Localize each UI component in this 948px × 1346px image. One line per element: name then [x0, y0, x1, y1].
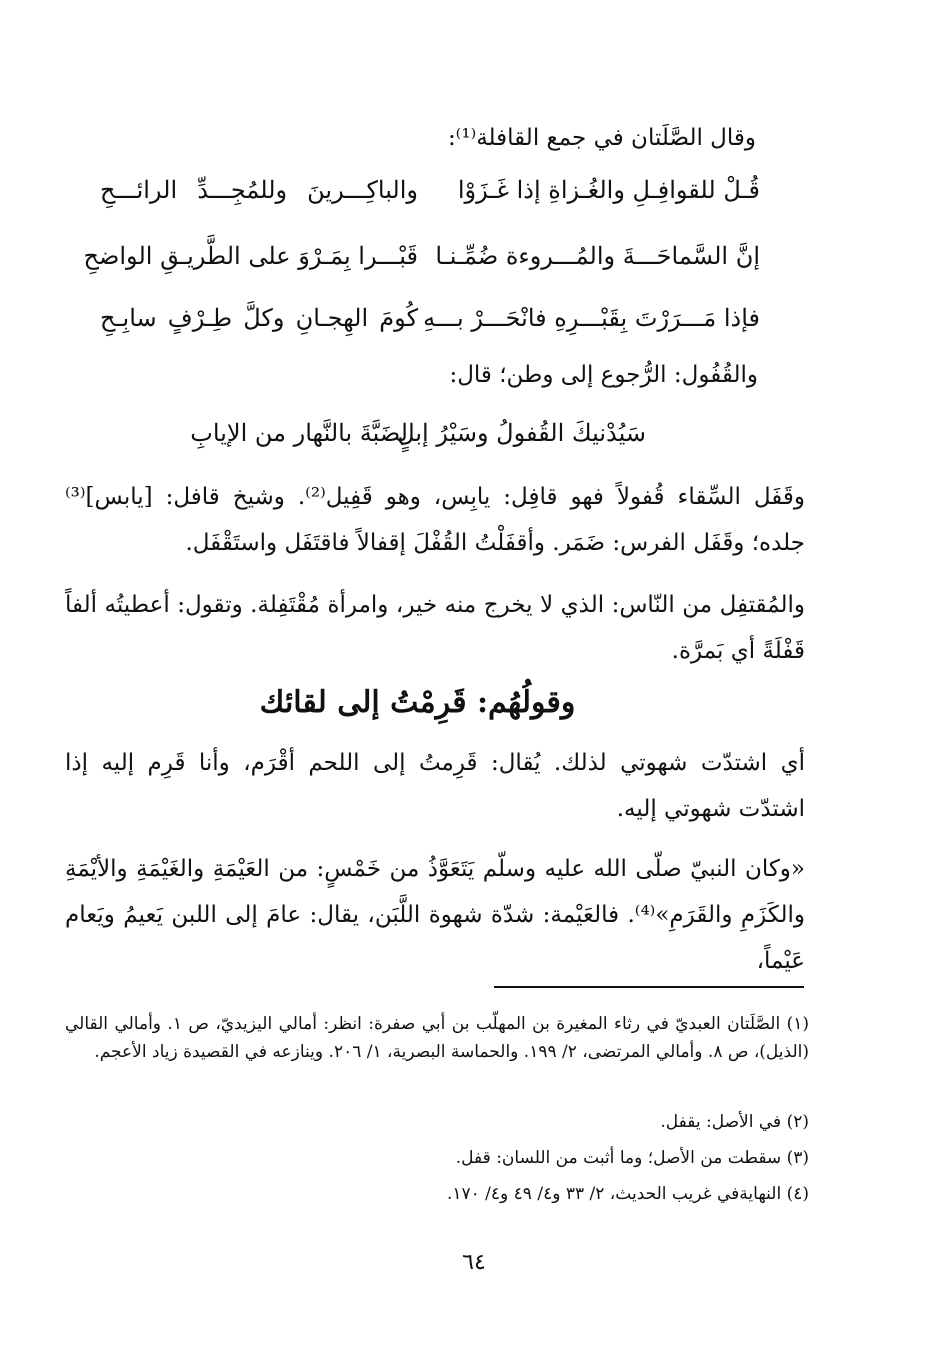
poem-verse-1	[100, 164, 760, 216]
quote-first-hemistich: سَيُدْنيكَ القُفولُ وسَيْرُ إبلٍ	[397, 419, 646, 447]
footnote-2: (٢) في الأصل: يقفل.	[660, 1112, 809, 1132]
paragraph-qaram: أي اشتدّت شهوتي لذلك. يُقال: قَرِمتُ إلى اللحم أقْرَم، وأنا قَرِم إليه إذا اشتدّت شهوتي إليه.	[65, 750, 805, 822]
paragraph-qafal: وقَفَل السِّقاء قُفولاً فهو قافِل: يابِس، وهو قَفِيل⁽²⁾. وشيخ قافل: [يابس]⁽³⁾ جلده؛ وقَفَل الفرس: ضَمَر. وأقفَلْتُ القُفْلَ إقفالاً فاقتَفَل واستَقْفَل.	[65, 484, 806, 556]
poem-intro: وقال الصَّلَتان في جمع القافلة⁽¹⁾:	[447, 125, 756, 151]
footnote-4: (٤) النهايةفي غريب الحديث، ٢/ ٣٣ و٤/ ٤٩ و٤/ ١٧٠.	[446, 1184, 809, 1204]
quote-second-hemistich: لِضَبَّةَ بالنَّهار من الإيابِ	[190, 419, 408, 447]
verse-2-second-hemistich: قَبْـــرا بِمَـرْوَ على الطَّريـقِ الواضحِ	[83, 242, 418, 270]
verse-1-second-hemistich: والباكِـــرينَ وللمُجِـــدِّ الرائـــحِ	[100, 176, 418, 204]
verse-3-first-hemistich: فإذا مَـــرَرْتَ بِقَبْـــرِهِ فانْحَـــرْ بـــهِ	[423, 304, 760, 332]
page-number: ٦٤	[462, 1250, 486, 1275]
verse-1-first-hemistich: قُـلْ للقوافِـلِ والغُـزاةِ إذا غَـزَوْا	[457, 176, 760, 204]
verse-3-second-hemistich: كُومَ الهِجـانِ وكلَّ طِـرْفٍ سابِـحِ	[100, 304, 418, 332]
qufool-definition: والقُفُول: الرُّجوع إلى وطن؛ قال:	[449, 362, 758, 388]
paragraph-muqtafil: والمُقتفِل من النّاس: الذي لا يخرج منه خير، وامرأة مُقْتَفِلة. وتقول: أعطيتُه ألفاً قَفْلَةً أي بَمرَّة.	[65, 592, 805, 664]
paragraph-hadith: «وكان النبيّ صلّى الله عليه وسلّم يَتَعَوَّذُ من خَمْسٍ: من العَيْمَةِ والغَيْمَةِ والأيْمَةِ والكَزَمِ والقَرَمِ»⁽⁴⁾. فالعَيْمة: شدّة شهوة اللَّبَن، يقال: عامَ إلى اللبن يَعيمُ ويَعام عَيْماً،	[65, 856, 805, 974]
poem-verse-3	[100, 292, 760, 344]
footnote-divider	[494, 986, 804, 988]
verse-2-first-hemistich: إنَّ السَّماحَـــةَ والمُـــروءة ضُمِّـنـا	[435, 242, 760, 270]
footnote-1: (١) الصَّلَتان العبديّ في رثاء المغيرة بن المهلّب بن أبي صفرة: انظر: أمالي اليزيديّ، ص ١. وأمالي القالي (الذيل)، ص ٨. وأمالي المرتضى، ٢/ ١٩٩. والحماسة البصرية، ١/ ٢٠٦. وينازعه في القصيدة زياد الأعجم.	[65, 1014, 809, 1062]
section-heading: وقولُهُم: قَرِمْتُ إلى لقائك	[259, 685, 576, 720]
footnote-3: (٣) سقطت من الأصل؛ وما أثبت من اللسان: قفل.	[455, 1148, 809, 1168]
poem-verse-2	[83, 230, 760, 282]
